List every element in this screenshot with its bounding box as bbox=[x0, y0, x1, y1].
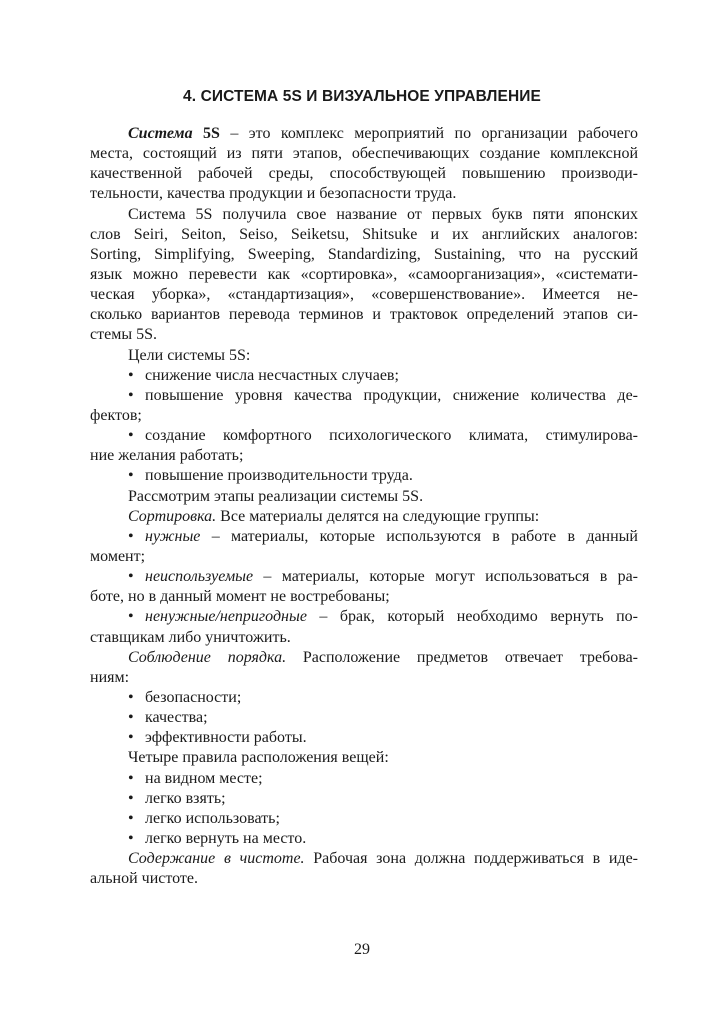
text-segment: слов Seiri, Seiton, Seiso, Seiketsu, Shitsuke и их английских аналогов: bbox=[90, 225, 638, 243]
text-segment: тельности, качества продукции и безопасности труда. bbox=[90, 185, 457, 203]
bullet-icon: • bbox=[128, 688, 134, 706]
bullet-list-item-line bbox=[90, 829, 638, 849]
text-segment: создание комфортного психологического климата, стимулирова- bbox=[145, 427, 638, 445]
text-segment: ниям: bbox=[90, 668, 130, 686]
text-segment: качества; bbox=[145, 709, 208, 727]
text-line bbox=[90, 325, 638, 345]
bullet-list-item-line bbox=[90, 809, 638, 829]
text-segment: Sorting, Simplifying, Sweeping, Standardizing, Sustaining, что на русский bbox=[90, 245, 638, 263]
text-line bbox=[90, 446, 638, 466]
text-line bbox=[90, 748, 638, 768]
bullet-icon: • bbox=[128, 366, 134, 384]
text-line bbox=[90, 406, 638, 426]
bullet-icon: • bbox=[128, 467, 134, 485]
text-segment: повышение уровня качества продукции, снижение количества де- bbox=[145, 386, 638, 404]
bullet-list-item-line bbox=[90, 789, 638, 809]
text-segment: Все материалы делятся на следующие группы: bbox=[216, 507, 540, 525]
page-number: 29 bbox=[354, 941, 370, 958]
text-line bbox=[90, 205, 638, 225]
bullet-icon: • bbox=[128, 789, 134, 807]
text-line bbox=[90, 164, 638, 184]
text-segment: качественной рабочей среды, способствующей повышению производи- bbox=[90, 165, 638, 183]
emphasized-term: неиспользуемые bbox=[145, 568, 254, 586]
text-line bbox=[90, 305, 638, 325]
text-segment: Система 5S получила свое название от первых букв пяти японских bbox=[128, 205, 638, 223]
bullet-list-item-line bbox=[90, 688, 638, 708]
text-segment: фектов; bbox=[90, 406, 142, 424]
text-segment: снижение числа несчастных случаев; bbox=[145, 366, 399, 384]
body-text bbox=[90, 124, 638, 889]
text-line bbox=[90, 668, 638, 688]
text-segment: ческая уборка», «стандартизация», «совершенствование». Имеется не- bbox=[90, 286, 638, 304]
text-line bbox=[90, 587, 638, 607]
bullet-list-item-line bbox=[90, 466, 638, 486]
text-segment: Расположение предметов отвечает требова- bbox=[286, 648, 639, 666]
text-line bbox=[90, 849, 638, 869]
text-segment: места, состоящий из пяти этапов, обеспечивающих создание комплексной bbox=[90, 145, 638, 163]
emphasized-term: Соблюдение порядка. bbox=[128, 648, 287, 666]
text-segment: альной чистоте. bbox=[90, 870, 199, 888]
text-line bbox=[90, 487, 638, 507]
bullet-icon: • bbox=[128, 568, 134, 586]
text-segment: – брак, который необходимо вернуть по- bbox=[306, 608, 638, 626]
bullet-list-item-line bbox=[90, 607, 638, 627]
bullet-list-item-line bbox=[90, 708, 638, 728]
emphasized-term: ненужные/непригодные bbox=[145, 608, 307, 626]
text-segment: момент; bbox=[90, 547, 146, 565]
text-line bbox=[90, 144, 638, 164]
bullet-icon: • bbox=[128, 709, 134, 727]
emphasized-term: Система bbox=[128, 125, 193, 142]
text-segment: легко использовать; bbox=[145, 809, 280, 827]
bullet-icon: • bbox=[128, 729, 134, 747]
text-line bbox=[90, 225, 638, 245]
text-line bbox=[90, 184, 638, 204]
text-segment: безопасности; bbox=[145, 688, 242, 706]
text-segment: Четыре правила расположения вещей: bbox=[128, 749, 389, 767]
bullet-icon: • bbox=[128, 386, 134, 404]
bullet-icon: • bbox=[128, 809, 134, 827]
text-segment: Рабочая зона должна поддерживаться в иде- bbox=[304, 850, 638, 868]
text-segment: язык можно перевести как «сортировка», «самоорганизация», «системати- bbox=[90, 265, 638, 283]
bullet-icon: • bbox=[128, 527, 134, 545]
emphasized-term: Содержание в чистоте. bbox=[128, 850, 305, 868]
text-segment: Рассмотрим этапы реализации системы 5S. bbox=[128, 487, 424, 505]
bullet-list-item-line bbox=[90, 769, 638, 789]
bullet-list-item-line bbox=[90, 567, 638, 587]
text-line bbox=[90, 285, 638, 305]
text-line bbox=[90, 245, 638, 265]
bullet-icon: • bbox=[128, 769, 134, 787]
text-segment: ставщикам либо уничтожить. bbox=[90, 628, 291, 646]
text-segment: легко вернуть на место. bbox=[145, 829, 307, 847]
section-heading: 4. СИСТЕМА 5S И ВИЗУАЛЬНОЕ УПРАВЛЕНИЕ bbox=[183, 88, 541, 105]
text-segment: – материалы, которые используются в работе в данный bbox=[200, 527, 638, 545]
emphasized-term: нужные bbox=[145, 527, 201, 545]
text-segment: – материалы, которые могут использоваться в ра- bbox=[253, 568, 638, 586]
text-line bbox=[90, 648, 638, 668]
bullet-icon: • bbox=[128, 427, 134, 445]
bullet-list-item-line bbox=[90, 386, 638, 406]
text-segment: Цели системы 5S: bbox=[128, 346, 251, 364]
text-segment: боте, но в данный момент не востребованы; bbox=[90, 588, 390, 606]
text-line bbox=[90, 265, 638, 285]
text-segment: повышение производительности труда. bbox=[145, 467, 413, 485]
emphasized-term: Сортировка. bbox=[128, 507, 217, 525]
bullet-list-item-line bbox=[90, 426, 638, 446]
text-line bbox=[90, 547, 638, 567]
emphasized-term: 5S bbox=[192, 125, 220, 142]
bullet-list-item-line bbox=[90, 366, 638, 386]
text-segment: сколько вариантов перевода терминов и трактовок определений этапов си- bbox=[90, 306, 638, 324]
text-line bbox=[90, 628, 638, 648]
text-line bbox=[90, 869, 638, 889]
bullet-list-item-line bbox=[90, 527, 638, 547]
text-segment: эффективности работы. bbox=[145, 729, 307, 747]
text-segment: стемы 5S. bbox=[90, 326, 157, 344]
text-segment: легко взять; bbox=[145, 789, 226, 807]
text-segment: на видном месте; bbox=[145, 769, 263, 787]
text-segment: – это комплекс мероприятий по организации рабочего bbox=[219, 125, 638, 142]
text-line bbox=[90, 346, 638, 366]
bullet-icon: • bbox=[128, 608, 134, 626]
text-line bbox=[90, 507, 638, 527]
bullet-list-item-line bbox=[90, 728, 638, 748]
bullet-icon: • bbox=[128, 829, 134, 847]
text-line bbox=[90, 124, 638, 144]
text-segment: ние желания работать; bbox=[90, 447, 244, 465]
